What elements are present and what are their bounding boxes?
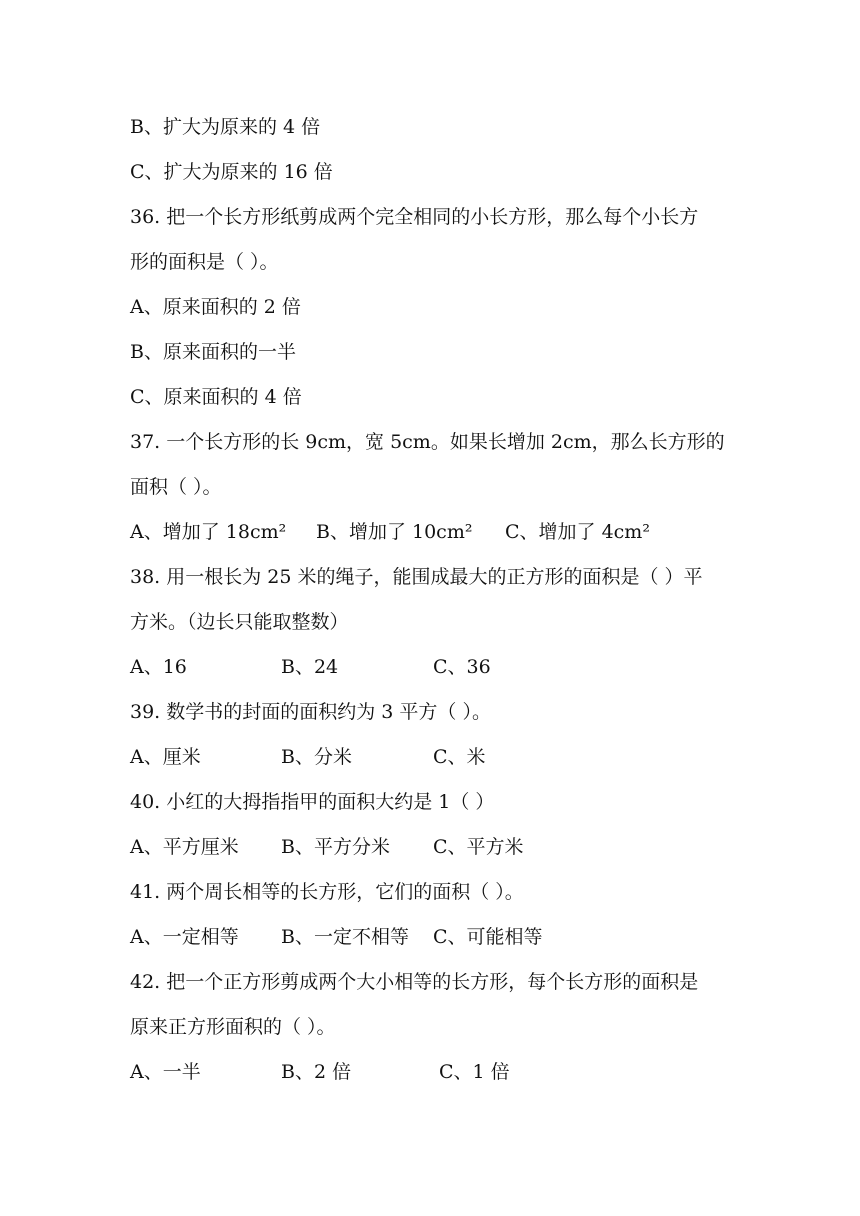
question-41-option-c: C、可能相等 (433, 926, 543, 948)
question-39-option-c: C、米 (433, 746, 486, 768)
question-40-option-c: C、平方米 (433, 836, 524, 858)
question-42-text-cont: 原来正方形面积的（ ）。 (130, 1016, 336, 1038)
question-38-option-a: A、16 (130, 656, 187, 678)
question-39-text: 39. 数学书的封面的面积约为 3 平方（ ）。 (130, 701, 491, 723)
question-42-option-a: A、一半 (130, 1061, 201, 1083)
option-line: B、扩大为原来的 4 倍 (130, 116, 321, 138)
question-39-option-a: A、厘米 (130, 746, 201, 768)
question-36-option-c: C、原来面积的 4 倍 (130, 386, 302, 408)
question-37-option-b: B、增加了 10cm² (316, 521, 473, 543)
question-41-option-a: A、一定相等 (130, 926, 239, 948)
question-36-option-b: B、原来面积的一半 (130, 341, 296, 363)
question-38-text: 38. 用一根长为 25 米的绳子，能围成最大的正方形的面积是（ ）平 (130, 566, 703, 588)
question-40-option-b: B、平方分米 (281, 836, 390, 858)
question-36-option-a: A、原来面积的 2 倍 (130, 296, 301, 318)
question-37-text: 37. 一个长方形的长 9cm，宽 5cm。如果长增加 2cm，那么长方形的 (130, 431, 725, 453)
question-41-option-b: B、一定不相等 (281, 926, 409, 948)
question-40-option-a: A、平方厘米 (130, 836, 239, 858)
question-42-option-b: B、2 倍 (281, 1061, 352, 1083)
question-39-option-b: B、分米 (281, 746, 352, 768)
question-38-text-cont: 方米。（边长只能取整数） (130, 611, 349, 633)
option-line: C、扩大为原来的 16 倍 (130, 161, 333, 183)
question-38-option-c: C、36 (433, 656, 491, 678)
question-37-option-a: A、增加了 18cm² (130, 521, 287, 543)
question-36-text-cont: 形的面积是（ ）。 (130, 251, 279, 273)
question-42-text: 42. 把一个正方形剪成两个大小相等的长方形，每个长方形的面积是 (130, 971, 699, 993)
question-37-option-c: C、增加了 4cm² (505, 521, 650, 543)
question-36-text: 36. 把一个长方形纸剪成两个完全相同的小长方形，那么每个小长方 (130, 206, 699, 228)
question-41-text: 41. 两个周长相等的长方形，它们的面积（ ）。 (130, 881, 524, 903)
question-40-text: 40. 小红的大拇指指甲的面积大约是 1（ ） (130, 791, 495, 813)
question-42-option-c: C、1 倍 (439, 1061, 510, 1083)
question-38-option-b: B、24 (281, 656, 339, 678)
question-37-text-cont: 面积（ ）。 (130, 476, 222, 498)
